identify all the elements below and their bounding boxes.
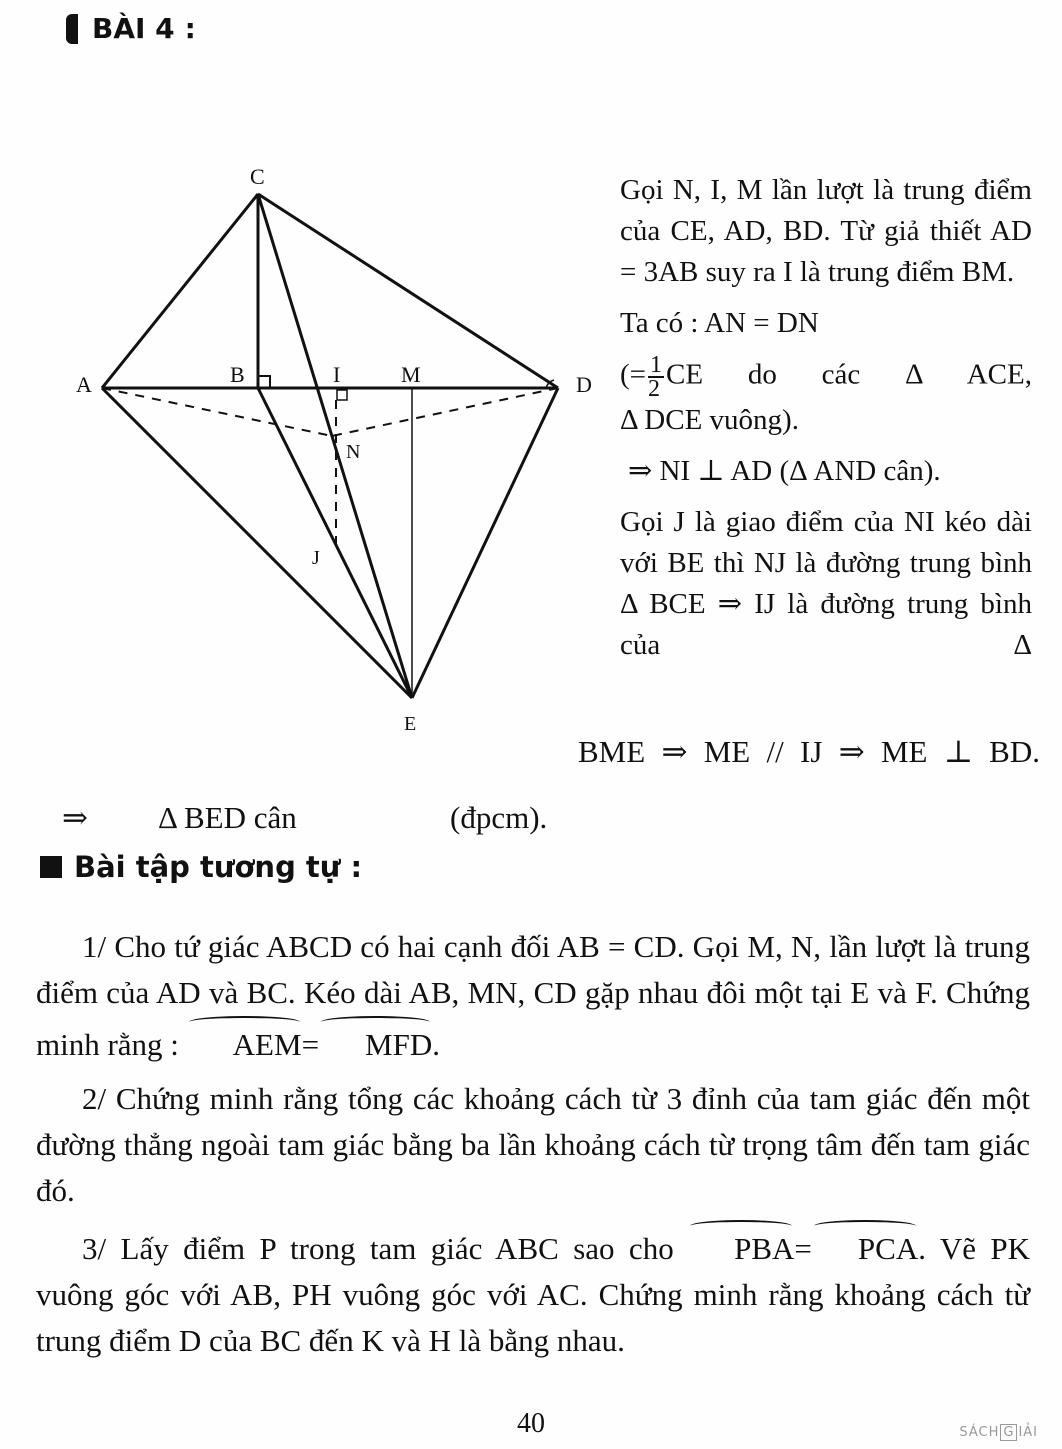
label-b: B (230, 362, 245, 387)
qed-tag: (đpcm). (450, 800, 548, 835)
segment-cd (258, 194, 558, 388)
angle-pba: PBA (688, 1220, 794, 1272)
fraction-one-half (648, 354, 664, 400)
label-e: E (404, 713, 417, 735)
angle-mfd: MFD (319, 1016, 432, 1068)
watermark-logo: SÁCH G IẢI (959, 1425, 1038, 1440)
segment-ac (102, 194, 258, 388)
label-c: C (250, 164, 265, 189)
fraction-denominator: 2 (648, 376, 661, 402)
label-d: D (576, 372, 592, 397)
geometry-figure (60, 150, 600, 750)
segment-dn-dashed (332, 388, 558, 436)
solution-an-dn: Ta có : AN = DN (620, 307, 819, 339)
implies-arrow: ⇒ (62, 800, 88, 835)
angle-pca: PCA (812, 1220, 918, 1272)
solution-column (620, 170, 1032, 666)
right-angle-i-icon (337, 390, 347, 400)
label-n: N (346, 441, 361, 463)
exercise-3 (36, 1220, 1030, 1364)
right-angle-b-icon (258, 376, 270, 388)
angle-equals: = (301, 1027, 320, 1062)
conclusion-line (62, 800, 547, 836)
segment-de (412, 388, 558, 698)
label-j: J (312, 547, 320, 569)
solution-intro: Gọi N, I, M lần lượt là trung điểm của CE, AD, BD. Từ giả thiết AD = 3AB suy ra I là trung điểm BM. (620, 174, 1032, 288)
solution-bme: BME ⇒ ME // IJ ⇒ ME ⊥ BD. (578, 734, 1040, 769)
heading-bullet-icon (66, 14, 78, 44)
label-i: I (333, 362, 341, 387)
solution-j-def: Gọi J là giao điểm của NI kéo dài với BE thì NJ là đường trung bình Δ BCE ⇒ IJ là đường trung bình của Δ (620, 506, 1032, 661)
square-bullet-icon (40, 856, 62, 878)
exercise-1-period: . (432, 1027, 440, 1062)
heading-text: BÀI 4 (92, 12, 175, 45)
heading-colon: : (184, 12, 196, 45)
similar-exercises-title (40, 850, 362, 884)
similar-title-text: Bài tập tương tự : (74, 850, 363, 884)
angle-aem: AEM (187, 1016, 302, 1068)
segment-an-dashed (102, 388, 332, 436)
conclusion-text: Δ BED cân (158, 800, 297, 835)
exercise-2 (36, 1076, 1030, 1214)
exercise-heading (66, 12, 196, 45)
solution-dce: Δ DCE vuông). (620, 404, 799, 436)
page-number: 40 (517, 1408, 545, 1439)
open-paren: (= (620, 358, 647, 391)
exercise-3-text-b: . Vẽ PK vuông góc với AB, PH vuông góc với AC. Chứng minh rằng khoảng cách từ trung điểm D của BC đến K và H là bằng nhau. (36, 1231, 1030, 1358)
angle-equals: = (794, 1231, 812, 1266)
exercise-1 (36, 924, 1030, 1068)
label-a: A (76, 372, 92, 397)
fraction-numerator: 1 (650, 352, 663, 378)
exercise-1-text: 1/ Cho tứ giác ABCD có hai cạnh đối AB = CD. Gọi M, N, lần lượt là trung điểm của AD và BC. Kéo dài AB, MN, CD gặp nhau đôi một tại E và F. Chứng minh rằng : (36, 929, 1030, 1062)
solution-ni-perp: ⇒ NI ⊥ AD (Δ AND cân). (628, 455, 941, 487)
exercise-3-text-a: 3/ Lấy điểm P trong tam giác ABC sao cho (82, 1231, 674, 1266)
half-ce-reason: CE do các Δ ACE, (666, 358, 1032, 391)
solution-half-ce (620, 354, 1032, 400)
exercise-2-text: 2/ Chứng minh rằng tổng các khoảng cách từ 3 đỉnh của tam giác đến một đường thẳng ngoài tam giác bằng ba lần khoảng cách từ trọng tâm đến tam giác đó. (36, 1081, 1030, 1208)
label-m: M (401, 362, 421, 387)
